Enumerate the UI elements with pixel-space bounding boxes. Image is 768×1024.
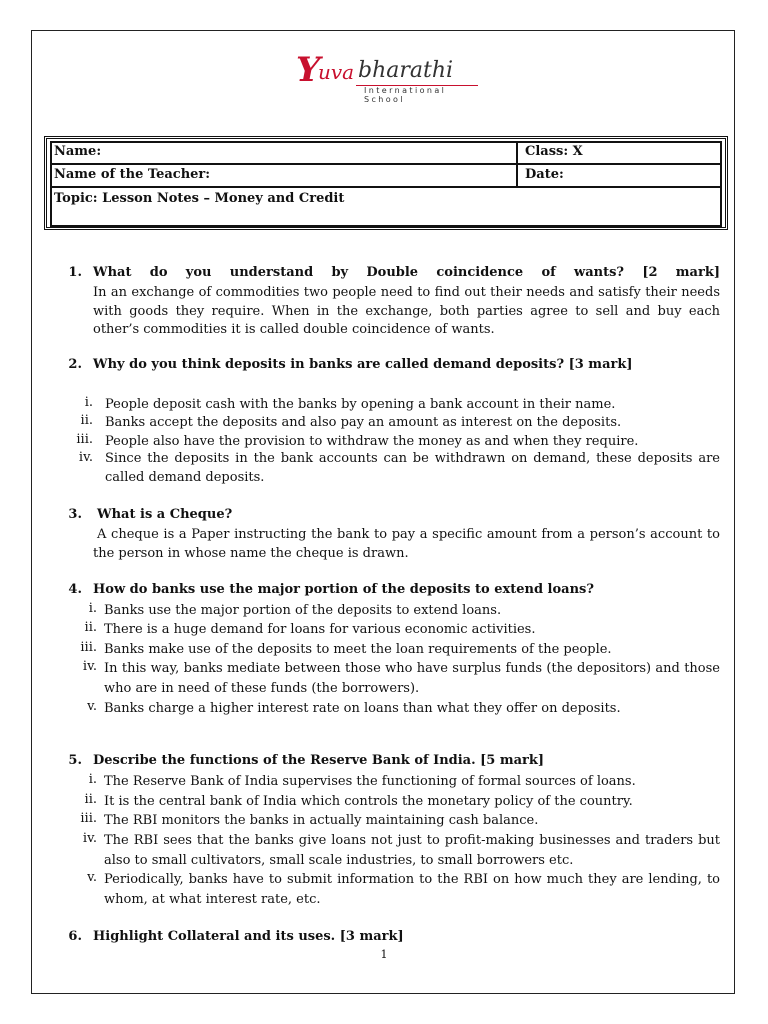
question-number: 2. — [68, 357, 82, 372]
logo-bharathi: bharathi — [358, 58, 454, 83]
list-item: Banks accept the deposits and also pay an amount as interest on the deposits. — [105, 415, 622, 430]
header-table — [50, 141, 722, 227]
list-item: People deposit cash with the banks by opening a bank account in their name. — [105, 397, 616, 412]
header-divider-2 — [50, 186, 722, 188]
class-label: Class: X — [525, 144, 583, 159]
item-numeral: iii. — [80, 811, 97, 826]
logo-school: International School — [364, 86, 447, 104]
item-numeral: i. — [84, 395, 93, 410]
question-title: Describe the functions of the Reserve Bank of India. [5 mark] — [93, 753, 545, 768]
item-numeral: iv. — [82, 659, 97, 674]
list-item: Periodically, banks have to submit information to the RBI on how much they are lending, to whom, at what interest rate, etc. — [104, 872, 720, 907]
list-item: Banks charge a higher interest rate on loans than what they offer on deposits. — [104, 701, 621, 716]
question-number: 4. — [68, 582, 82, 597]
list-item: The Reserve Bank of India supervises the functioning of formal sources of loans. — [104, 774, 636, 789]
question-answer: In an exchange of commodities two people need to find out their needs and satisfy their needs with goods they require. When in the exchange, both parties agree to sell and buy each other’s commodities it is called double coincidence of wants. — [93, 285, 720, 337]
item-numeral: v. — [87, 870, 97, 885]
date-label: Date: — [525, 167, 564, 182]
item-numeral: i. — [88, 601, 97, 616]
item-numeral: ii. — [80, 413, 93, 428]
question-title: Why do you think deposits in banks are called demand deposits? [3 mark] — [93, 357, 633, 372]
item-numeral: ii. — [84, 792, 97, 807]
list-item: Banks use the major portion of the deposits to extend loans. — [104, 603, 502, 618]
item-numeral: ii. — [84, 620, 97, 635]
question-number: 6. — [68, 929, 82, 944]
list-item: There is a huge demand for loans for various economic activities. — [104, 622, 536, 637]
name-label: Name: — [54, 144, 102, 159]
list-item: People also have the provision to withdraw the money as and when they require. — [105, 434, 639, 449]
school-logo — [296, 50, 486, 104]
list-item: Since the deposits in the bank accounts can be withdrawn on demand, these deposits are called demand deposits. — [105, 451, 720, 485]
list-item: In this way, banks mediate between those who have surplus funds (the depositors) and those who are in need of these funds (the borrowers). — [104, 661, 720, 696]
question-title: What is a Cheque? — [97, 507, 233, 522]
page-number: 1 — [380, 948, 388, 961]
item-numeral: v. — [87, 699, 97, 714]
question-number: 3. — [68, 507, 82, 522]
item-numeral: iv. — [78, 450, 93, 465]
item-numeral: iii. — [80, 640, 97, 655]
question-title: Highlight Collateral and its uses. [3 mark] — [93, 929, 404, 944]
logo-y: Y — [296, 50, 321, 90]
logo-uva: uva — [318, 60, 355, 84]
question-number: 1. — [68, 265, 82, 280]
question-answer: A cheque is a Paper instructing the bank to pay a specific amount from a person’s account to the person in whose name the cheque is drawn. — [93, 527, 720, 561]
list-item: Banks make use of the deposits to meet the loan requirements of the people. — [104, 642, 612, 657]
teacher-label: Name of the Teacher: — [54, 167, 211, 182]
question-number: 5. — [68, 753, 82, 768]
item-numeral: iv. — [82, 831, 97, 846]
item-numeral: iii. — [76, 432, 93, 447]
list-item: The RBI sees that the banks give loans not just to profit-making businesses and traders but also to small cultivators, small scale industries, to small borrowers etc. — [104, 833, 720, 868]
list-item: It is the central bank of India which controls the monetary policy of the country. — [104, 794, 633, 809]
question-title: How do banks use the major portion of the deposits to extend loans? — [93, 582, 594, 597]
topic-label: Topic: Lesson Notes – Money and Credit — [54, 191, 345, 206]
list-item: The RBI monitors the banks in actually maintaining cash balance. — [104, 813, 539, 828]
header-divider-1 — [50, 163, 722, 165]
item-numeral: i. — [88, 772, 97, 787]
question-title: What do you understand by Double coincidence of wants? [2 mark] — [93, 265, 720, 280]
